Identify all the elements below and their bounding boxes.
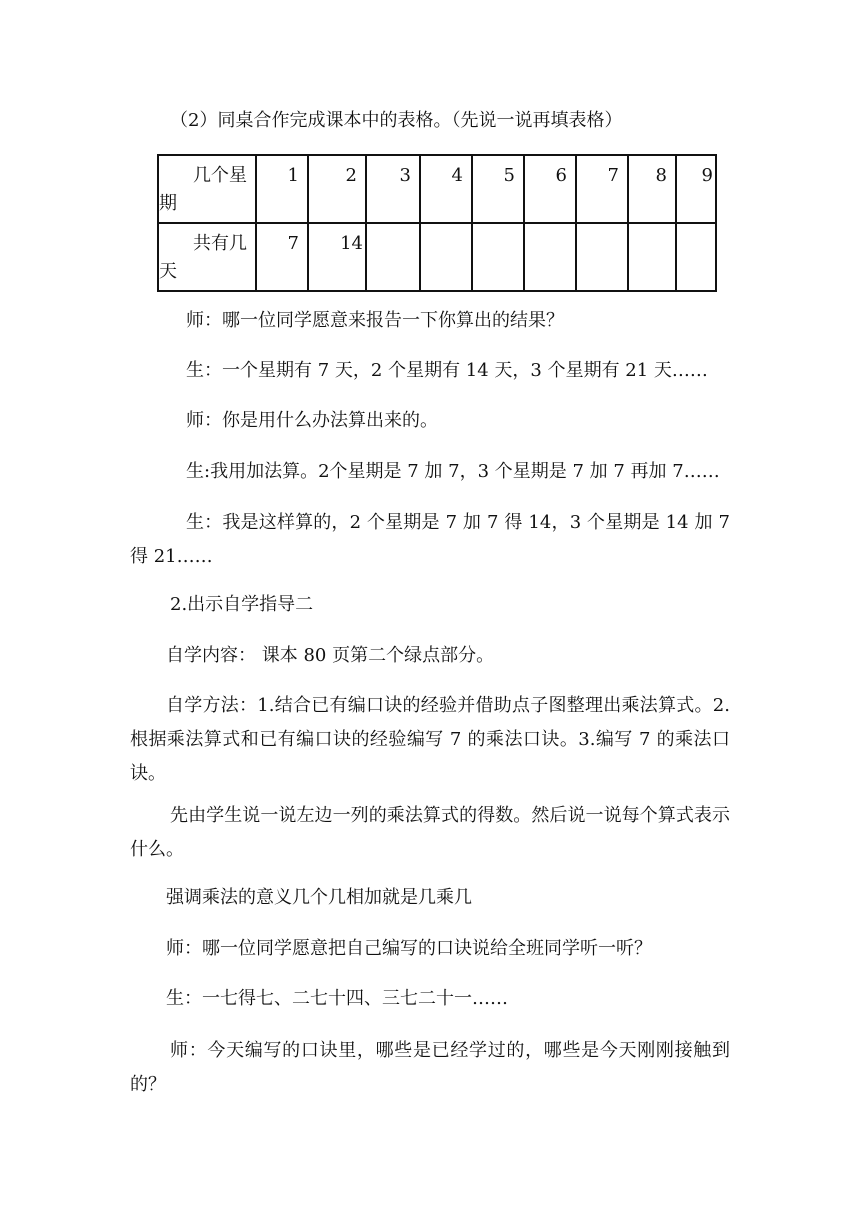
row-header-days — [158, 223, 256, 291]
day-cell — [524, 223, 576, 291]
teacher-line-1: 师：哪一位同学愿意来报告一下你算出的结果？ — [186, 310, 564, 331]
row-header-days-line2: 天 — [159, 261, 177, 282]
week-cell: 4 — [420, 155, 472, 223]
student-line-2: 生:我用加法算。2个星期是 7 加 7，3 个星期是 7 加 7 再加 7…… — [186, 461, 720, 482]
row-header-weeks-line2: 期 — [159, 193, 177, 214]
row-header-weeks — [158, 155, 256, 223]
week-cell: 3 — [366, 155, 420, 223]
student-line-4: 生：一七得七、二七十四、三七二十一…… — [166, 988, 508, 1009]
teacher-line-2: 师：你是用什么办法算出来的。 — [186, 410, 438, 431]
student-line-3: 生：我是这样算的，2 个星期是 7 加 7 得 14，3 个星期是 14 加 7 得 21…… — [130, 512, 730, 567]
student-line-1: 生：一个星期有 7 天，2 个星期有 14 天，3 个星期有 21 天…… — [186, 360, 708, 381]
self-study-method: 自学方法：1.结合已有编口诀的经验并借助点子图整理出乘法算式。2.根据乘法算式和已有编口诀的经验编写 7 的乘法口诀。3.编写 7 的乘法口诀。 — [130, 695, 730, 784]
day-cell — [420, 223, 472, 291]
emphasis-line: 强调乘法的意义几个几相加就是几乘几 — [166, 887, 472, 908]
day-cell — [676, 223, 716, 291]
self-study-content: 自学内容： 课本 80 页第二个绿点部分。 — [166, 645, 495, 666]
day-cell — [576, 223, 628, 291]
table-row-days — [158, 223, 716, 291]
week-cell: 7 — [576, 155, 628, 223]
week-cell: 1 — [256, 155, 308, 223]
day-cell — [472, 223, 524, 291]
day-cell: 14 — [308, 223, 366, 291]
week-cell: 6 — [524, 155, 576, 223]
day-cell — [628, 223, 676, 291]
teacher-line-3: 师：哪一位同学愿意把自己编写的口诀说给全班同学听一听？ — [166, 938, 652, 959]
row-header-days-line1: 共有几 — [193, 233, 247, 254]
week-cell: 5 — [472, 155, 524, 223]
table-row-weeks — [158, 155, 716, 223]
day-cell — [366, 223, 420, 291]
week-cell: 8 — [628, 155, 676, 223]
day-cell: 7 — [256, 223, 308, 291]
section-heading-2: 2.出示自学指导二 — [170, 594, 314, 615]
intro-paragraph: （2）同桌合作完成课本中的表格。（先说一说再填表格） — [170, 110, 623, 131]
teacher-line-4: 师：今天编写的口诀里，哪些是已经学过的，哪些是今天刚刚接触到的？ — [130, 1040, 730, 1095]
week-cell: 2 — [308, 155, 366, 223]
weeks-days-table — [157, 154, 717, 292]
row-header-weeks-line1: 几个星 — [193, 165, 247, 186]
week-cell: 9 — [676, 155, 716, 223]
student-explain-paragraph: 先由学生说一说左边一列的乘法算式的得数。然后说一说每个算式表示什么。 — [130, 805, 730, 860]
